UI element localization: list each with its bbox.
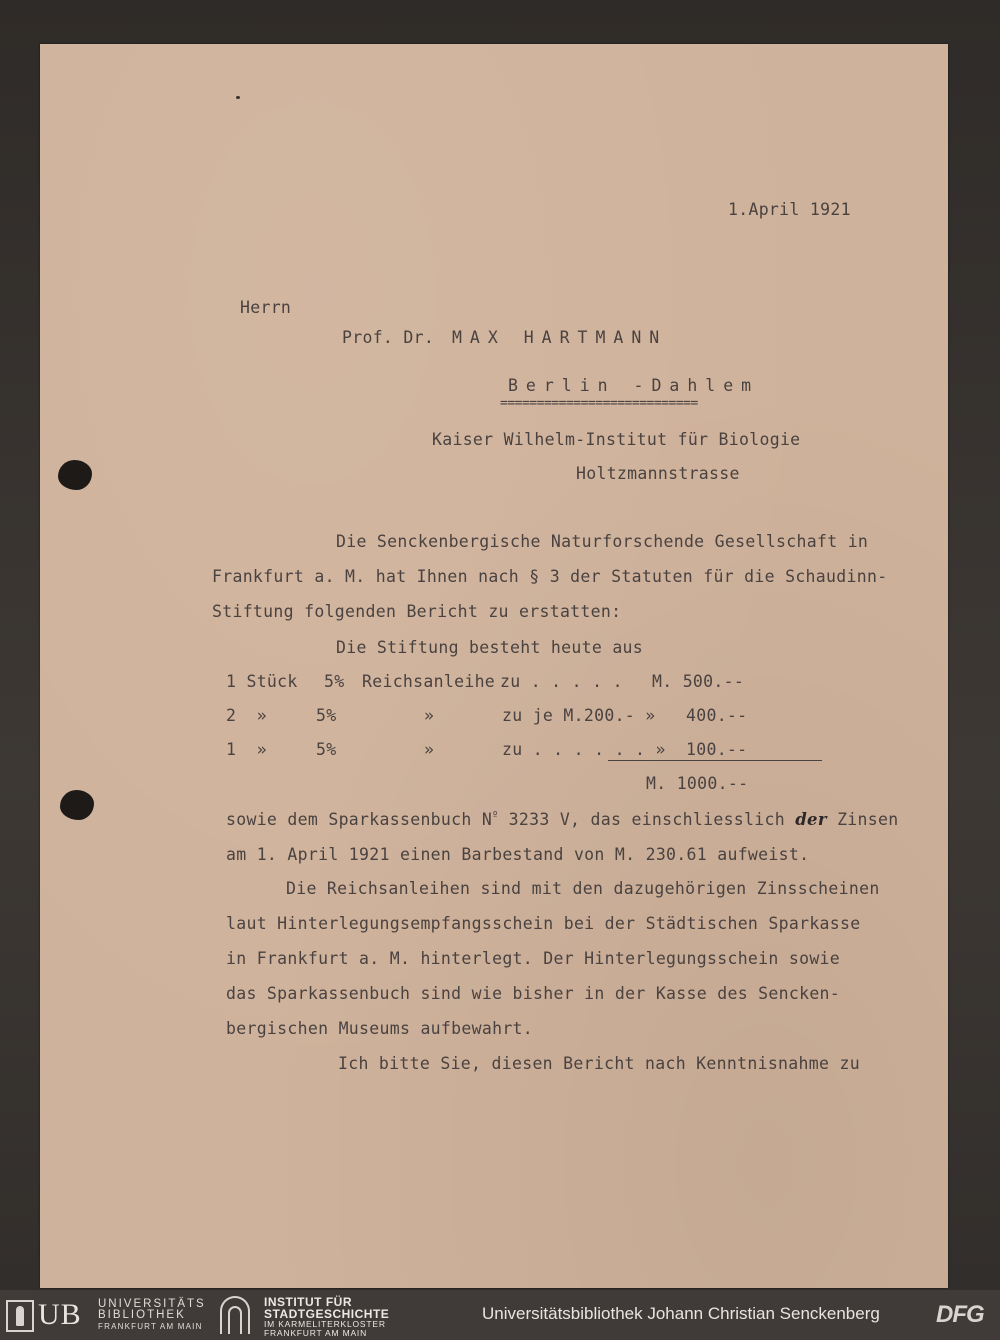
paragraph2-line3: in Frankfurt a. M. hinterlegt. Der Hinterlegungsschein sowie bbox=[226, 949, 841, 968]
city-double-underline: =========================== bbox=[500, 396, 698, 411]
ub-logo-letters: UB bbox=[38, 1298, 82, 1331]
letter-date: 1.April 1921 bbox=[728, 200, 851, 219]
paragraph2-line2: laut Hinterlegungsempfangsschein bei der Städtischen Sparkasse bbox=[226, 914, 861, 933]
ub-name-line1: UNIVERSITÄTS bbox=[98, 1298, 206, 1310]
recipient-prefix: Prof. Dr. bbox=[342, 328, 435, 347]
ub-name-line3: FRANKFURT AM MAIN bbox=[98, 1322, 203, 1331]
savings-text-c: Zinsen bbox=[826, 810, 899, 829]
recipient-institute: Kaiser Wilhelm-Institut für Biologie bbox=[432, 430, 801, 449]
holding-rate: 5% bbox=[324, 672, 345, 691]
holding-kind: » bbox=[424, 706, 435, 725]
handwritten-correction: der bbox=[795, 810, 827, 829]
sum-rule bbox=[608, 760, 822, 761]
holdings-total: M. 1000.-- bbox=[646, 774, 749, 793]
holding-detail: zu . . . . . bbox=[500, 672, 623, 691]
holding-kind: Reichsanleihe bbox=[362, 672, 496, 691]
holding-qty: 1 » bbox=[226, 740, 267, 759]
paragraph2-line1: Die Reichsanleihen sind mit den dazugehörigen Zinsscheinen bbox=[286, 879, 880, 898]
holding-amount: 100.-- bbox=[686, 740, 748, 759]
holding-rate: 5% bbox=[316, 740, 337, 759]
closing-line: Ich bitte Sie, diesen Bericht nach Kenntnisnahme zu bbox=[338, 1054, 860, 1073]
holding-detail: zu . . . . . . » bbox=[502, 740, 666, 759]
isg-logo-text bbox=[264, 1296, 389, 1338]
punch-hole-upper bbox=[58, 460, 92, 490]
ink-speck bbox=[236, 96, 240, 99]
isg-line2: STADTGESCHICHTE bbox=[264, 1307, 390, 1321]
letter-page bbox=[40, 44, 948, 1288]
holding-amount: 400.-- bbox=[686, 706, 748, 725]
arch-icon bbox=[220, 1296, 250, 1334]
savings-line1 bbox=[226, 810, 898, 829]
paragraph1-line1: Die Senckenbergische Naturforschende Gesellschaft in bbox=[336, 532, 869, 551]
numero-sign: º bbox=[492, 810, 499, 822]
library-name: Universitätsbibliothek Johann Christian Senckenberg bbox=[482, 1304, 880, 1323]
recipient-city: Berlin -Dahlem bbox=[508, 376, 760, 395]
ub-logo-text bbox=[98, 1299, 206, 1332]
ub-name-line2: BIBLIOTHEK bbox=[98, 1309, 186, 1321]
savings-line2: am 1. April 1921 einen Barbestand von M. 230.61 aufweist. bbox=[226, 845, 810, 864]
isg-line3: IM KARMELITERKLOSTER bbox=[264, 1319, 386, 1329]
holding-rate: 5% bbox=[316, 706, 337, 725]
punch-hole-lower bbox=[60, 790, 94, 820]
holdings-intro: Die Stiftung besteht heute aus bbox=[336, 638, 644, 657]
holding-qty: 1 Stück bbox=[226, 672, 298, 691]
savings-text-b: 3233 V, das einschliesslich bbox=[498, 810, 796, 829]
savings-text-a: sowie dem Sparkassenbuch N bbox=[226, 810, 493, 829]
paragraph1-line3: Stiftung folgenden Bericht zu erstatten: bbox=[212, 602, 622, 621]
paragraph2-line4: das Sparkassenbuch sind wie bisher in der Kasse des Sencken- bbox=[226, 984, 841, 1003]
recipient-street: Holtzmannstrasse bbox=[576, 464, 740, 483]
isg-line1: INSTITUT FÜR bbox=[264, 1295, 352, 1309]
holding-detail: zu je M.200.- » bbox=[502, 706, 656, 725]
dfg-logo: DFG bbox=[936, 1301, 984, 1328]
salutation: Herrn bbox=[240, 298, 292, 317]
ub-portrait-icon bbox=[6, 1300, 34, 1332]
holding-qty: 2 » bbox=[226, 706, 267, 725]
holding-kind: » bbox=[424, 740, 435, 759]
recipient-name: MAX HARTMANN bbox=[452, 328, 668, 347]
archive-footer bbox=[0, 1290, 1000, 1340]
holding-amount: M. 500.-- bbox=[652, 672, 745, 691]
paragraph1-line2: Frankfurt a. M. hat Ihnen nach § 3 der Statuten für die Schaudinn- bbox=[212, 567, 888, 586]
isg-line4: FRANKFURT AM MAIN bbox=[264, 1328, 368, 1338]
paragraph2-line5: bergischen Museums aufbewahrt. bbox=[226, 1019, 534, 1038]
